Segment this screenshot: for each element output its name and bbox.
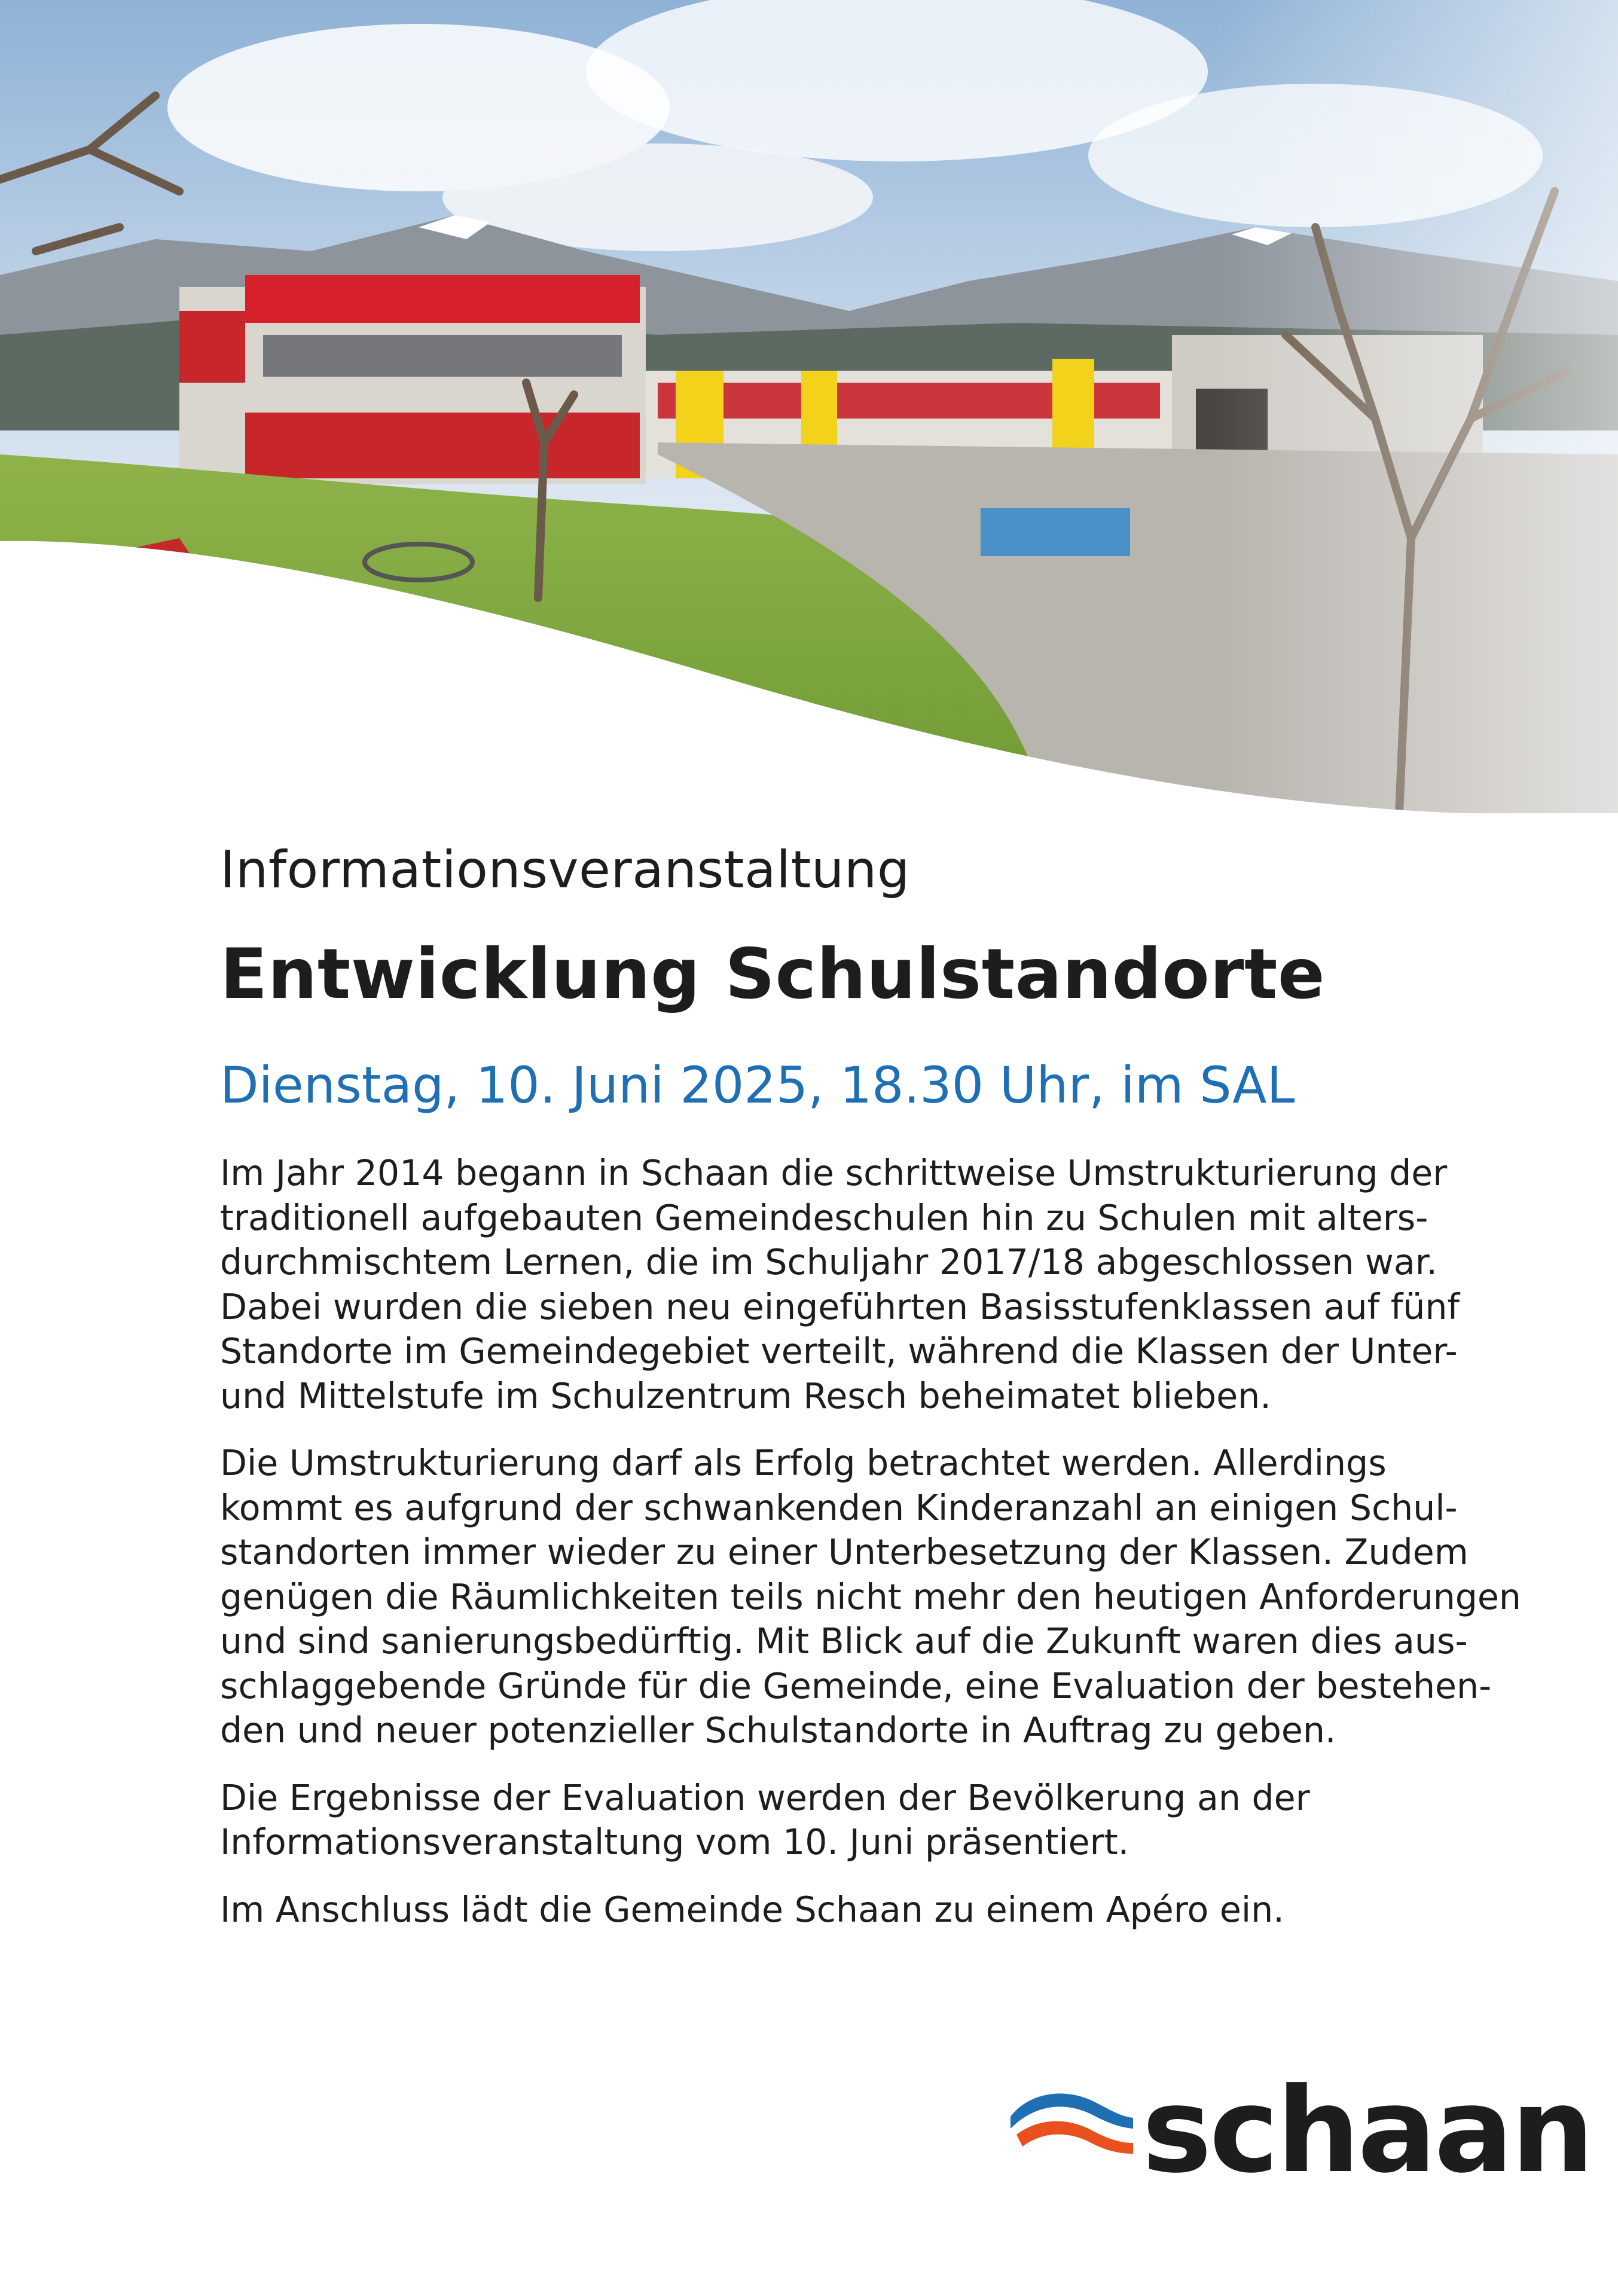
paragraph-3	[220, 1776, 1524, 1865]
text-line: durchmischtem Lernen, die im Schuljahr 2017/18 abgeschlossen war.	[220, 1242, 1438, 1283]
text-line: Die Ergebnisse der Evaluation werden der Bevölkerung an der	[220, 1777, 1310, 1818]
text-line: Die Umstrukturierung darf als Erfolg betrachtet werden. Allerdings	[220, 1443, 1387, 1483]
text-line: standorten immer wieder zu einer Unterbesetzung der Klassen. Zudem	[220, 1532, 1469, 1573]
text-line: kommt es aufgrund der schwankenden Kinderanzahl an einigen Schul-	[220, 1487, 1458, 1528]
text-line: den und neuer potenzieller Schulstandorte in Auftrag zu geben.	[220, 1710, 1336, 1751]
text-line: traditionell aufgebauten Gemeindeschulen hin zu Schulen mit alters-	[220, 1197, 1428, 1238]
text-line: und Mittelstufe im Schulzentrum Resch beheimatet blieben.	[220, 1375, 1271, 1416]
schaan-logo	[1005, 2063, 1592, 2199]
text-line: und sind sanierungsbedürftig. Mit Blick auf die Zukunft waren dies aus-	[220, 1621, 1468, 1662]
text-line: Informationsveranstaltung vom 10. Juni präsentiert.	[220, 1822, 1129, 1863]
text-line: Im Jahr 2014 begann in Schaan die schrittweise Umstrukturierung der	[220, 1153, 1448, 1193]
text-line: Im Anschluss lädt die Gemeinde Schaan zu einem Apéro ein.	[220, 1889, 1284, 1930]
paragraph-2	[220, 1441, 1524, 1753]
text-line: Dabei wurden die sieben neu eingeführten Basisstufenklassen auf fünf	[220, 1286, 1460, 1327]
logo-wordmark: schaan	[1142, 2063, 1592, 2199]
event-date-location: Dienstag, 10. Juni 2025, 18.30 Uhr, im SAL	[220, 1056, 1295, 1115]
text-line: schlaggebende Gründe für die Gemeinde, eine Evaluation der bestehen-	[220, 1665, 1492, 1706]
page-title: Entwicklung Schulstandorte	[220, 934, 1326, 1015]
hero-photo	[0, 0, 1618, 813]
body-text	[220, 1151, 1524, 1955]
event-kicker: Informationsveranstaltung	[220, 840, 910, 900]
schaan-wave-icon	[1005, 2069, 1142, 2188]
paragraph-4	[220, 1888, 1524, 1932]
text-line: Standorte im Gemeindegebiet verteilt, während die Klassen der Unter-	[220, 1331, 1458, 1372]
paragraph-1	[220, 1151, 1524, 1418]
text-line: genügen die Räumlichkeiten teils nicht mehr den heutigen Anforderungen	[220, 1576, 1521, 1617]
